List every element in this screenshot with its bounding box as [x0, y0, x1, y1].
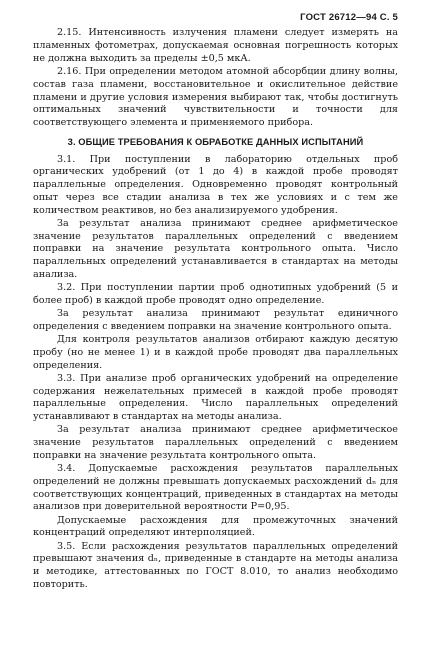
clause-3-3: 3.3. При анализе проб органических удобрений на определение содержания нежелательных примесей в каждой пробе проводят параллельные определения. Число параллельных определений устанавливают в стандартах на методы анализа. — [33, 372, 398, 422]
clause-3-1: 3.1. При поступлении в лабораторию отдельных проб органических удобрений (от 1 до 4) в каждой пробе проводят параллельные определения. Одновременно проводят контрольный опыт через все стадии анализа в тех же условиях и с тем же количеством реактивов, но без анализируемого удобрения. — [33, 153, 398, 216]
running-header: ГОСТ 26712—94 С. 5 — [300, 12, 398, 23]
clause-3-4: 3.4. Допускаемые расхождения результатов параллельных определений не должны превышать допускаемых расхождений dₙ для соответствующих концентраций, приведенных в стандартах на методы анализов при доверительной вероятности P=0,95. — [33, 463, 398, 513]
paragraph: Для контроля результатов анализов отбирают каждую десятую пробу (но не менее 1) и в каждой пробе проводят два параллельных определения. — [33, 334, 398, 371]
section-heading: 3. ОБЩИЕ ТРЕБОВАНИЯ К ОБРАБОТКЕ ДАННЫХ ИСПЫТАНИЙ — [67, 136, 364, 147]
clause-3-5: 3.5. Если расхождения результатов параллельных определений превышают значения dₙ, приведенные в стандарте на методы анализа и методике, аттестованных по ГОСТ 8.010, то анализ необходимо повторить. — [33, 540, 398, 590]
paragraph: За результат анализа принимают результат единичного определения с введением поправки на значение контрольного опыта. — [33, 308, 398, 332]
clause-3-2: 3.2. При поступлении партии проб однотипных удобрений (5 и более проб) в каждой пробе проводят одно определение. — [33, 282, 398, 306]
clause-2-16: 2.16. При определении методом атомной абсорбции длину волны, состав газа пламени, восстановительное и окислительное действие пламени и другие условия измерения выбирают так, чтобы достигнуть оптимальных значений чувствительности и точности для соответствующего элемента и применяемого прибора. — [33, 66, 398, 129]
paragraph: Допускаемые расхождения для промежуточных значений концентраций определяют интерполяцией. — [33, 514, 398, 539]
paragraph: За результат анализа принимают среднее арифметическое значение результатов параллельных определений с введением поправки на значение результата контрольного опыта. Число параллельных определений устанавливается в стандартах на методы анализа. — [33, 217, 398, 280]
paragraph: За результат анализа принимают среднее арифметическое значение результатов параллельных определений с введением поправки на значение результата контрольного опыта. — [33, 424, 398, 461]
document-page — [33, 12, 398, 652]
clause-2-15: 2.15. Интенсивность излучения пламени следует измерять на пламенных фотометрах, допускаемая основная погрешность которых не должна выходить за пределы ±0,5 мкА. — [33, 27, 398, 64]
